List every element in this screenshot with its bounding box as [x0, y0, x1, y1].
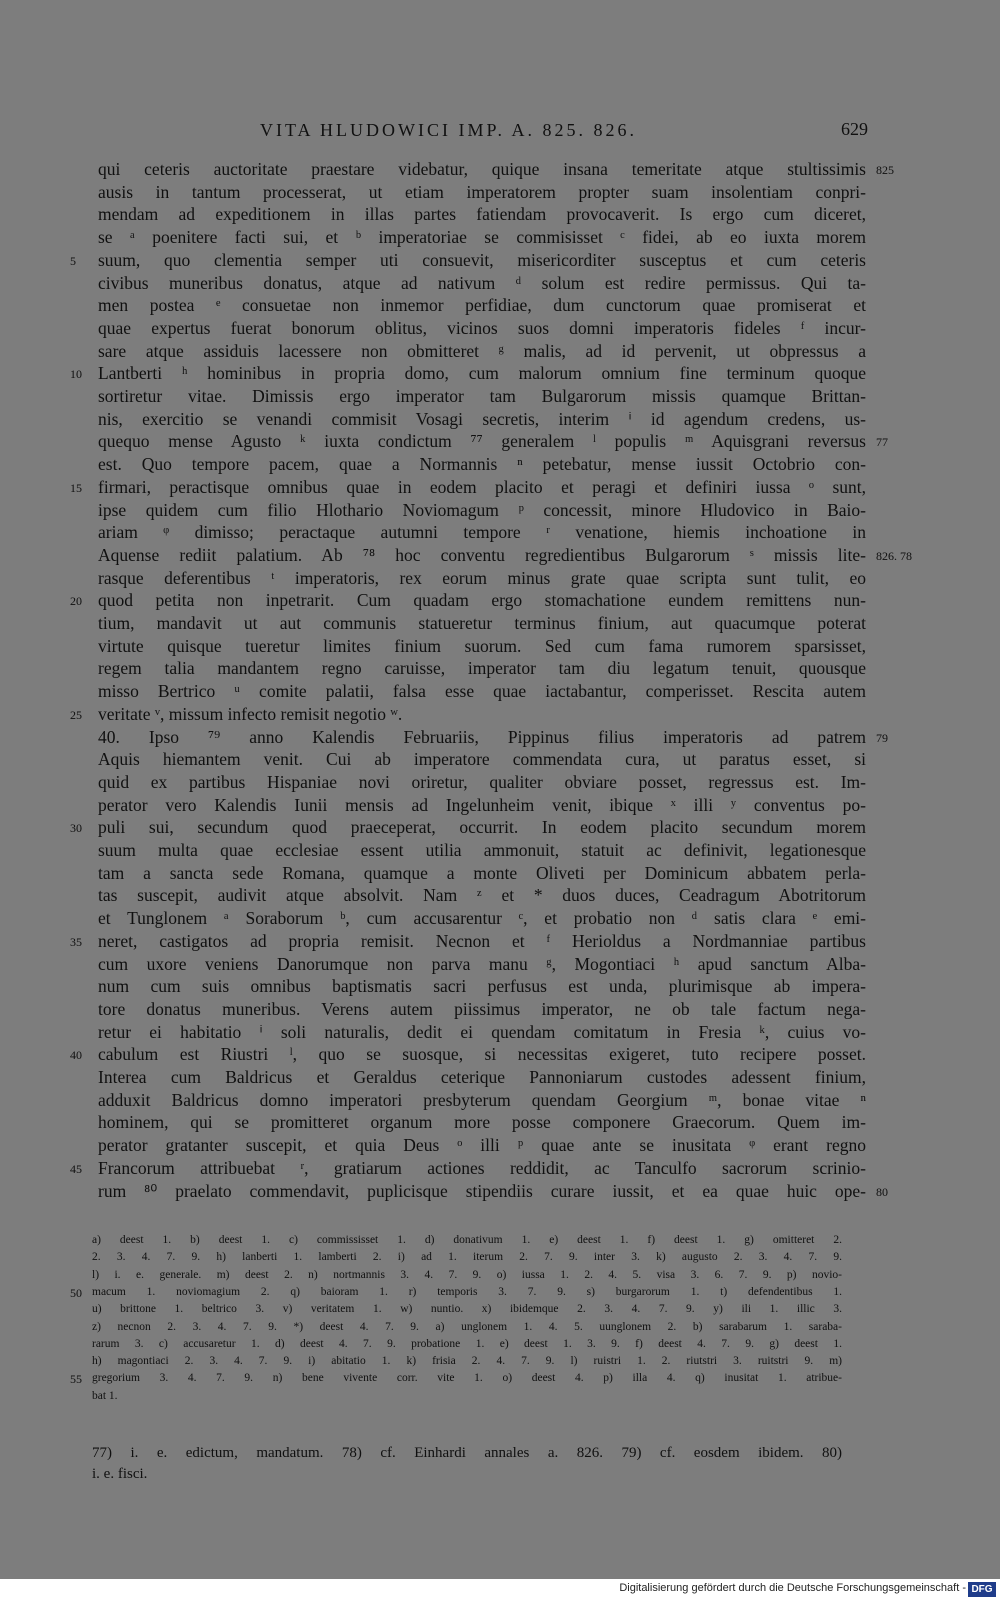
body-line-number: 30: [70, 821, 82, 836]
body-line-number: 10: [70, 367, 82, 382]
ref-line: i. e. fisci.: [92, 1466, 148, 1482]
body-line: firmari, peractisque omnibus quae in eodem placito et peragi et definiri iussa ᵒ sunt,: [98, 476, 866, 497]
note-line: z) necnon 2. 3. 4. 7. 9. *) deest 4. 7. 9. a) unglonem 1. 4. 5. uunglonem 2. b) sarabarum 1. saraba-: [92, 1320, 842, 1333]
note-line: l) i. e. generale. m) deest 2. n) nortmannis 3. 4. 7. 9. o) iussa 1. 2. 4. 5. visa 3. 6. 7. 9. p) novio-: [92, 1268, 842, 1281]
body-line: est. Quo tempore pacem, quae a Normannis ⁿ petebatur, mense iussit Octobrio con-: [98, 454, 866, 475]
margin-reference: 77: [876, 435, 888, 450]
body-line: quae expertus fuerat bonorum oblitus, vicinos suos domni imperatoris fideles ᶠ incur-: [98, 317, 866, 338]
body-line: virtute quisque tueretur limites finium suorum. Sed cum fama rumorem sparsisset,: [98, 635, 866, 656]
page-number: 629: [841, 119, 868, 139]
running-title: VITA HLUDOWICI IMP. A. 825. 826.: [260, 120, 638, 140]
body-line: retur ei habitatio ⁱ soli naturalis, dedit ei quendam comitatum in Fresia ᵏ, cuius vo-: [98, 1021, 866, 1042]
body-line: adduxit Baldricus domno imperatori presbyterum quendam Georgium ᵐ, bonae vitae ⁿ: [98, 1089, 866, 1110]
body-line: Interea cum Baldricus et Geraldus ceterique Pannoniarum custodes adessent finium,: [98, 1067, 866, 1087]
body-line: tam a sancta sede Romana, quamque a monte Oliveti per Dominicum abbatem perla-: [98, 862, 866, 883]
body-line: tium, mandavit ut aut communis statueretur terminus finium, aut quacumque poterat: [98, 613, 866, 633]
body-line-number: 15: [70, 480, 82, 495]
margin-reference: 79: [876, 730, 888, 745]
body-line: quod petita non inpetrarit. Cum quadam ergo stomachatione eundem remittens nun-: [98, 590, 866, 611]
body-line: cabulum est Riustri ˡ, quo se suosque, si necessitas exigeret, tuto recipere posset.: [98, 1044, 866, 1065]
note-line: 2. 3. 4. 7. 9. h) lanberti 1. lamberti 2. i) ad 1. iterum 2. 7. 9. inter 3. k) augusto 2. 3. 4. 7. 9.: [92, 1251, 842, 1264]
body-line: men postea ᵉ consuetae non inmemor perfidiae, dum cunctorum quae promiserat et: [98, 295, 866, 316]
note-line: gregorium 3. 4. 7. 9. n) bene vivente corr. vite 1. o) deest 4. p) illa 4. q) inusitat 1. atribue-: [92, 1372, 842, 1385]
body-line: suum, quo clementia semper uti consuevit, misericorditer susceptus et cum ceteris: [98, 249, 866, 270]
note-line-number: 50: [70, 1285, 82, 1300]
note-line-number: 55: [70, 1372, 82, 1387]
body-line-number: 35: [70, 934, 82, 949]
body-line-number: 25: [70, 707, 82, 722]
body-line: civibus muneribus donatus, atque ad nativum ᵈ solum est redire permissus. Qui ta-: [98, 272, 866, 293]
dfg-logo: DFG: [968, 1582, 996, 1597]
body-line: suum multa quae ecclesiae essent utilia ammonuit, statuit ac definivit, legationesque: [98, 840, 866, 860]
body-line-number: 5: [70, 253, 76, 268]
body-line: nis, exercitio se venandi commisit Vosagi secretis, interim ⁱ id agendum credens, us-: [98, 408, 866, 429]
body-line: hominem, qui se promitteret organum more posse componere Graecorum. Quem im-: [98, 1112, 866, 1133]
body-line: et Tunglonem ᵃ Soraborum ᵇ, cum accusarentur ᶜ, et probatio non ᵈ satis clara ᵉ emi-: [98, 908, 866, 929]
margin-reference: 825: [876, 163, 894, 177]
body-line: num cum suis omnibus baptismatis sacri perfusus est unda, plurimisque ab impera-: [98, 976, 866, 997]
body-line: ariam ᵠ dimisso; peractaque autumni tempore ʳ venatione, hiemis inchoatione in: [98, 522, 866, 543]
ref-line: 77) i. e. edictum, mandatum. 78) cf. Einhardi annales a. 826. 79) cf. eosdem ibidem. 80): [92, 1445, 842, 1461]
body-line: Francorum attribuebat ʳ, gratiarum actiones reddidit, ac Tanculfo sacrorum scrinio-: [98, 1157, 866, 1178]
body-line: quequo mense Agusto ᵏ iuxta condictum ⁷⁷ generalem ˡ populis ᵐ Aquisgrani reversus: [98, 431, 866, 452]
body-line: misso Bertrico ᵘ comite palatii, falsa esse quae iactabantur, comperisset. Rescita autem: [98, 681, 866, 702]
page-header: [95, 117, 868, 147]
body-line: quid ex partibus Hispaniae novi oriretur, qualiter obviare posset, regressus est. Im-: [98, 771, 866, 792]
note-line: bat 1.: [92, 1389, 118, 1402]
note-line: macum 1. noviomagium 2. q) baioram 1. r) temporis 3. 7. 9. s) burgarorum 1. t) defendentibus 1.: [92, 1285, 842, 1298]
digitization-footer: [0, 1579, 1000, 1601]
margin-reference: 826. 78: [876, 548, 912, 563]
body-line: qui ceteris auctoritate praestare videbatur, quique insana temeritate atque stultissimis: [98, 159, 866, 179]
funding-note: Digitalisierung gefördert durch die Deutsche Forschungsgemeinschaft -: [619, 1582, 966, 1594]
body-line: puli sui, secundum quod praeceperat, occurrit. In eodem placito secundum morem: [98, 817, 866, 838]
body-line: se ᵃ poenitere facti sui, et ᵇ imperatoriae se commisisset ᶜ fidei, ab eo iuxta morem: [98, 227, 866, 248]
body-line: cum uxore veniens Danorumque non parva manu ᵍ, Mogontiaci ʰ apud sanctum Alba-: [98, 953, 866, 974]
body-line: sare atque assiduis lacessere non obmitteret ᵍ malis, ad id pervenit, ut obpressus a: [98, 340, 866, 361]
note-line: a) deest 1. b) deest 1. c) commississet 1. d) donativum 1. e) deest 1. f) deest 1. g) omitteret 2.: [92, 1234, 842, 1246]
note-line: h) magontiaci 2. 3. 4. 7. 9. i) abitatio 1. k) frisia 2. 4. 7. 9. l) ruistri 1. 2. riutstri 3. ruitstri 9. m): [92, 1355, 842, 1368]
body-line-number: 40: [70, 1048, 82, 1063]
body-line: sortiretur vitae. Dimissis ergo imperator tam Bulgarorum missis quamque Brittan-: [98, 386, 866, 406]
body-line: rum ⁸⁰ praelato commendavit, puplicisque stipendiis curare iussit, et ea quae huic ope-: [98, 1180, 866, 1201]
body-line: mendam ad expeditionem in illas partes fatiendam provocaverit. Is ergo cum diceret,: [98, 204, 866, 225]
body-line: perator vero Kalendis Iunii mensis ad Ingelunheim venit, ibique ˣ illi ʸ conventus po-: [98, 794, 866, 815]
body-line: tore donatus muneribus. Verens autem piissimus imperator, ne ob tale factum nega-: [98, 998, 866, 1019]
body-line: rasque deferentibus ᵗ imperatoris, rex eorum minus grate quae scripta sunt tulit, eo: [98, 567, 866, 588]
body-line: Lantberti ʰ hominibus in propria domo, cum malorum omnium fine terminum quoque: [98, 363, 866, 384]
body-line: tas suscepit, audivit atque absolvit. Nam ᶻ et * duos duces, Ceadragum Abotritorum: [98, 885, 866, 906]
body-line: neret, castigatos ad propria remisit. Necnon et ᶠ Herioldus a Nordmanniae partibus: [98, 930, 866, 951]
margin-reference: 80: [876, 1184, 888, 1199]
note-line: rarum 3. c) accusaretur 1. d) deest 4. 7. 9. probatione 1. e) deest 1. 3. 9. f) deest 4. 7. 9. g) deest 1.: [92, 1337, 842, 1350]
body-line: veritate ᵛ, missum infecto remisit negotio ʷ.: [98, 703, 403, 724]
body-line: perator gratanter suscepit, et quia Deus ᵒ illi ᵖ quae ante se inusitata ᵠ erant regno: [98, 1135, 866, 1156]
body-line: Aquis hiemantem venit. Cui ab imperatore commendata cura, ut paratus esset, si: [98, 749, 866, 770]
body-line: ausis in tantum processerat, ut etiam imperatorem propter suam insolentiam conpri-: [98, 181, 866, 202]
body-line-number: 20: [70, 594, 82, 609]
note-line: u) brittone 1. beltrico 3. v) veritatem 1. w) nuntio. x) ibidemque 2. 3. 4. 7. 9. y) ili 1. illic 3.: [92, 1303, 842, 1316]
body-line: ipse quidem cum filio Hlothario Noviomagum ᵖ concessit, minore Hludovico in Baio-: [98, 499, 866, 520]
body-line-number: 45: [70, 1161, 82, 1176]
body-line: 40. Ipso ⁷⁹ anno Kalendis Februariis, Pippinus filius imperatoris ad patrem: [98, 726, 866, 747]
body-line: regem talia mandantem regno caruisse, imperator tam diu legatum tenuit, quousque: [98, 658, 866, 679]
body-line: Aquense rediit palatium. Ab ⁷⁸ hoc conventu regredientibus Bulgarorum ˢ missis lite-: [98, 544, 866, 565]
